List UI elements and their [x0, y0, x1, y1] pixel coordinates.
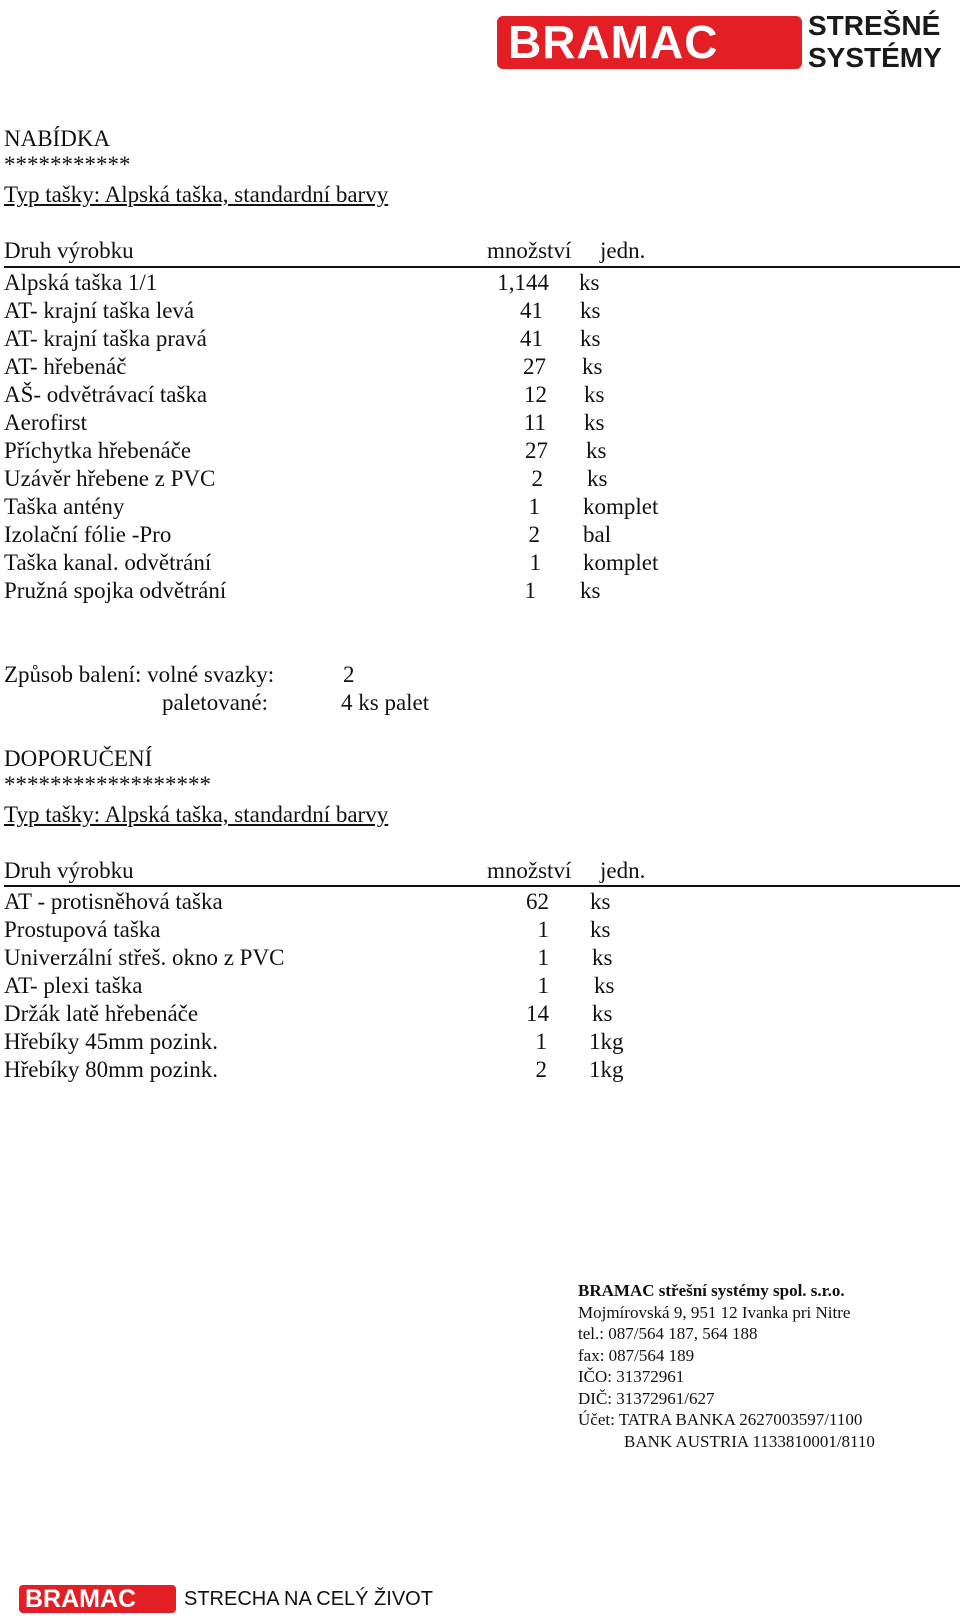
- item-name: AT- plexi taška: [4, 973, 143, 998]
- item-unit: komplet: [583, 550, 659, 575]
- brand-tagline-1: STREŠNÉ: [808, 10, 941, 41]
- item-unit: 1kg: [589, 1057, 624, 1082]
- item-name: AŠ- odvětrávací taška: [4, 382, 208, 407]
- footer-logo-text: BRAMAC: [25, 1585, 137, 1613]
- item-qty: 1: [537, 917, 549, 942]
- item-unit: 1kg: [589, 1029, 624, 1054]
- item-name: Hřebíky 45mm pozink.: [4, 1029, 218, 1054]
- item-qty: 1: [529, 550, 541, 575]
- offer-tile-type: Typ tašky: Alpská taška, standardní barvy: [4, 182, 389, 207]
- item-name: AT- krajní taška pravá: [4, 326, 207, 351]
- offer-stars: ***********: [4, 152, 131, 177]
- company-fax: fax: 087/564 189: [578, 1345, 695, 1365]
- recommendation-stars: ******************: [4, 772, 211, 797]
- item-unit: ks: [582, 354, 603, 379]
- item-name: Příchytka hřebenáče: [4, 438, 192, 463]
- offer-col-qty: množství: [487, 238, 572, 263]
- item-qty: 41: [520, 298, 543, 323]
- item-name: Univerzální střeš. okno z PVC: [4, 945, 285, 970]
- item-qty: 27: [525, 438, 548, 463]
- item-qty: 2: [528, 522, 540, 547]
- recommendation-col-product: Druh výrobku: [4, 858, 134, 883]
- item-unit: ks: [594, 973, 615, 998]
- offer-title: NABÍDKA: [4, 126, 111, 151]
- item-qty: 41: [520, 326, 543, 351]
- item-qty: 11: [523, 410, 546, 435]
- item-qty: 1: [524, 578, 536, 603]
- brand-logo-text: BRAMAC: [508, 16, 719, 68]
- packaging-pallet-value: 4 ks palet: [341, 690, 430, 715]
- item-unit: ks: [584, 382, 605, 407]
- item-name: Hřebíky 80mm pozink.: [4, 1057, 218, 1082]
- item-qty: 1: [528, 494, 540, 519]
- item-unit: ks: [590, 889, 611, 914]
- item-name: Taška kanal. odvětrání: [4, 550, 212, 575]
- item-name: Aerofirst: [4, 410, 88, 435]
- company-ico: IČO: 31372961: [578, 1367, 685, 1386]
- brand-tagline-2: SYSTÉMY: [808, 42, 942, 73]
- item-unit: ks: [592, 945, 613, 970]
- item-unit: ks: [579, 270, 600, 295]
- item-unit: ks: [586, 438, 607, 463]
- offer-col-unit: jedn.: [600, 238, 646, 263]
- recommendation-col-qty: množství: [487, 858, 572, 883]
- item-unit: ks: [580, 326, 601, 351]
- item-unit: ks: [580, 578, 601, 603]
- packaging-label: Způsob balení: volné svazky:: [4, 662, 275, 687]
- company-account-1: Účet: TATRA BANKA 2627003597/1100: [578, 1410, 863, 1429]
- item-name: AT - protisněhová taška: [4, 889, 223, 914]
- item-name: Izolační fólie -Pro: [4, 522, 172, 547]
- item-unit: ks: [580, 298, 601, 323]
- item-unit: ks: [590, 917, 611, 942]
- item-unit: komplet: [583, 494, 659, 519]
- recommendation-header-rule: [4, 885, 960, 887]
- item-qty: 1: [537, 945, 549, 970]
- footer-slogan: STRECHA NA CELÝ ŽIVOT: [184, 1588, 433, 1610]
- item-qty: 62: [526, 889, 549, 914]
- packaging-pallet-label: paletované:: [162, 690, 269, 715]
- item-unit: bal: [583, 522, 612, 547]
- recommendation-tile-type: Typ tašky: Alpská taška, standardní barvy: [4, 802, 389, 827]
- recommendation-col-unit: jedn.: [600, 858, 646, 883]
- item-qty: 12: [524, 382, 547, 407]
- item-qty: 1: [537, 973, 549, 998]
- item-qty: 2: [531, 466, 543, 491]
- item-qty: 2: [535, 1057, 547, 1082]
- item-qty: 1: [535, 1029, 547, 1054]
- item-name: Uzávěr hřebene z PVC: [4, 466, 216, 491]
- company-name: BRAMAC střešní systémy spol. s.r.o.: [578, 1281, 845, 1300]
- company-account-2: BANK AUSTRIA 1133810001/8110: [624, 1431, 875, 1451]
- item-name: Taška antény: [4, 494, 125, 519]
- company-dic: DIČ: 31372961/627: [578, 1388, 715, 1408]
- item-qty: 14: [526, 1001, 549, 1026]
- item-name: AT- krajní taška levá: [4, 298, 195, 323]
- item-name: Pružná spojka odvětrání: [4, 578, 227, 603]
- company-info: [578, 1280, 875, 1452]
- offer-header-rule: [4, 266, 960, 268]
- item-name: Držák latě hřebenáče: [4, 1001, 199, 1026]
- recommendation-title: DOPORUČENÍ: [4, 746, 153, 771]
- item-unit: ks: [592, 1001, 613, 1026]
- offer-col-product: Druh výrobku: [4, 238, 134, 263]
- company-address: Mojmírovská 9, 951 12 Ivanka pri Nitre: [578, 1302, 851, 1322]
- item-qty: 27: [523, 354, 546, 379]
- item-qty: 1,144: [497, 270, 549, 295]
- item-unit: ks: [584, 410, 605, 435]
- company-tel: tel.: 087/564 187, 564 188: [578, 1324, 758, 1343]
- item-unit: ks: [587, 466, 608, 491]
- item-name: Prostupová taška: [4, 917, 161, 942]
- packaging-loose-value: 2: [343, 662, 355, 687]
- item-name: Alpská taška 1/1: [4, 270, 158, 295]
- item-name: AT- hřebenáč: [4, 354, 127, 379]
